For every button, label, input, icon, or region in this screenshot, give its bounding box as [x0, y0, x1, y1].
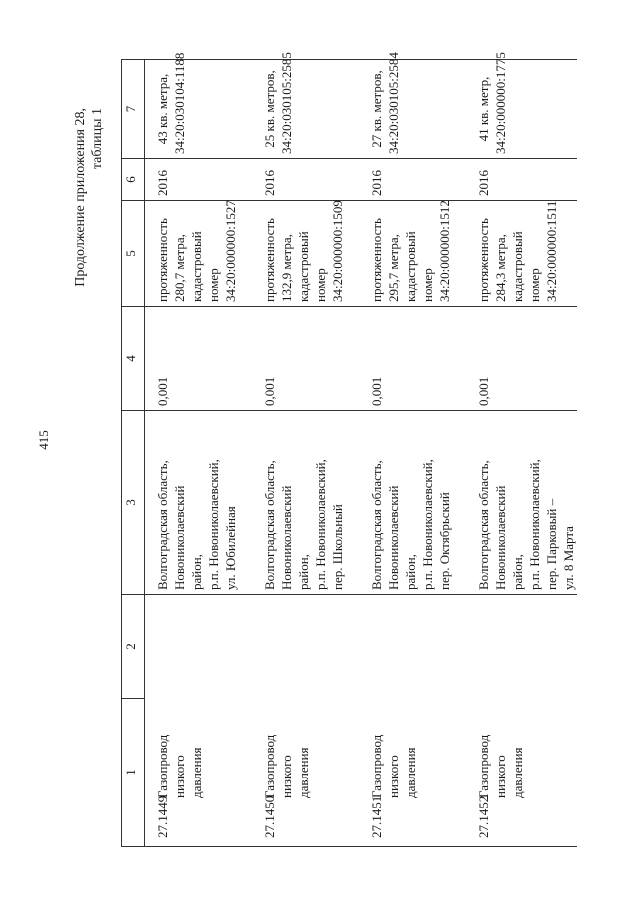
cadastral-number: 34:20:030105:2584 — [386, 52, 401, 154]
object-id: 27.1451 — [369, 795, 384, 838]
area-cell — [252, 52, 359, 159]
address-cell — [252, 411, 359, 595]
address-line: Новониколаевский — [279, 485, 294, 590]
address-line: Волгоградская область, — [369, 460, 384, 590]
area-line: 25 кв. метров, — [262, 70, 277, 148]
area-cell — [466, 52, 577, 159]
continuation-note — [72, 108, 106, 287]
address-line: Новониколаевский — [493, 485, 508, 590]
address-line: ул. Юбилейная — [223, 506, 238, 590]
description-line: кадастровый — [189, 231, 204, 302]
area-cell — [145, 52, 253, 159]
description-line: номер — [313, 268, 328, 302]
description-cell — [252, 201, 359, 307]
description-line: 34:20:000000:1527 — [223, 200, 238, 302]
address-cell — [145, 411, 253, 595]
value-cell: 0,001 — [145, 307, 253, 411]
object-name: Газопровод низкого давления — [476, 734, 525, 798]
address-line: пер. Парковый – — [544, 498, 559, 590]
value-cell: 0,001 — [359, 307, 466, 411]
address-line: Волгоградская область, — [262, 460, 277, 590]
area-cell — [359, 52, 466, 159]
address-line: Новониколаевский — [386, 485, 401, 590]
page-number: 415 — [36, 430, 51, 450]
area-line: 41 кв. метр, — [476, 76, 491, 142]
column-header: 3 — [122, 411, 145, 595]
year-cell: 2016 — [466, 159, 577, 201]
address-line: пер. Школьный — [330, 504, 345, 590]
object-name: Газопровод низкого давления — [155, 734, 204, 798]
table-row — [359, 60, 466, 847]
object-cell — [145, 595, 253, 847]
value-cell: 0,001 — [466, 307, 577, 411]
description-line: 280,7 метра, — [172, 234, 187, 302]
column-header: 1 — [122, 699, 145, 847]
year-cell: 2016 — [359, 159, 466, 201]
description-line: номер — [420, 268, 435, 302]
address-line: район, — [510, 554, 525, 590]
address-line: Волгоградская область, — [155, 460, 170, 590]
object-cell — [466, 595, 577, 847]
table-row — [145, 60, 253, 847]
address-line: Волгоградская область, — [476, 460, 491, 590]
address-line: Новониколаевский — [172, 485, 187, 590]
address-cell — [466, 411, 577, 595]
address-cell — [359, 411, 466, 595]
column-header: 7 — [122, 60, 145, 159]
table-row — [466, 60, 577, 847]
value-cell: 0,001 — [252, 307, 359, 411]
table-header-row — [122, 60, 145, 847]
description-cell — [145, 201, 253, 307]
description-line: кадастровый — [403, 231, 418, 302]
year-cell: 2016 — [252, 159, 359, 201]
column-header: 6 — [122, 159, 145, 201]
object-name: Газопровод низкого давления — [262, 734, 311, 798]
description-line: протяженность — [369, 218, 384, 302]
column-header: 5 — [122, 201, 145, 307]
address-line: ул. 8 Марта — [561, 526, 576, 590]
object-cell — [359, 595, 466, 847]
address-line: район, — [189, 554, 204, 590]
address-line: район, — [403, 554, 418, 590]
property-table — [121, 52, 577, 847]
description-line: 295,7 метра, — [386, 234, 401, 302]
year-cell: 2016 — [145, 159, 253, 201]
address-line: р.п. Новониколаевский, — [420, 459, 435, 590]
object-id: 27.1449 — [155, 795, 170, 838]
area-line: 27 кв. метров, — [369, 70, 384, 148]
description-line: протяженность — [155, 218, 170, 302]
description-line: номер — [206, 268, 221, 302]
description-line: кадастровый — [296, 231, 311, 302]
description-line: кадастровый — [510, 231, 525, 302]
cadastral-number: 34:20:030104:1188 — [172, 52, 187, 154]
address-line: р.п. Новониколаевский, — [527, 459, 542, 590]
table-row — [252, 60, 359, 847]
description-line: протяженность — [262, 218, 277, 302]
area-line: 43 кв. метра, — [155, 73, 170, 145]
object-id: 27.1452 — [476, 795, 491, 838]
description-line: 132,9 метра, — [279, 234, 294, 302]
object-cell — [252, 595, 359, 847]
continuation-line-1: Продолжение приложения 28, — [73, 108, 88, 287]
cadastral-number: 34:20:030105:2585 — [279, 52, 294, 154]
address-line: р.п. Новониколаевский, — [206, 459, 221, 590]
address-line: р.п. Новониколаевский, — [313, 459, 328, 590]
column-header: 4 — [122, 307, 145, 411]
continuation-line-2: таблицы 1 — [90, 108, 105, 170]
object-id: 27.1450 — [262, 795, 277, 838]
description-line: 34:20:000000:1509 — [330, 200, 345, 302]
description-line: 34:20:000000:1512 — [437, 200, 452, 302]
description-cell — [359, 201, 466, 307]
cadastral-number: 34:20:000000:1775 — [493, 52, 508, 154]
description-line: номер — [527, 268, 542, 302]
description-line: протяженность — [476, 218, 491, 302]
object-name: Газопровод низкого давления — [369, 734, 418, 798]
description-line: 34:20:000000:1511 — [544, 200, 559, 302]
address-line: район, — [296, 554, 311, 590]
column-header: 2 — [122, 595, 145, 699]
description-line: 284,3 метра, — [493, 234, 508, 302]
address-line: пер. Октябрьский — [437, 492, 452, 590]
description-cell — [466, 201, 577, 307]
